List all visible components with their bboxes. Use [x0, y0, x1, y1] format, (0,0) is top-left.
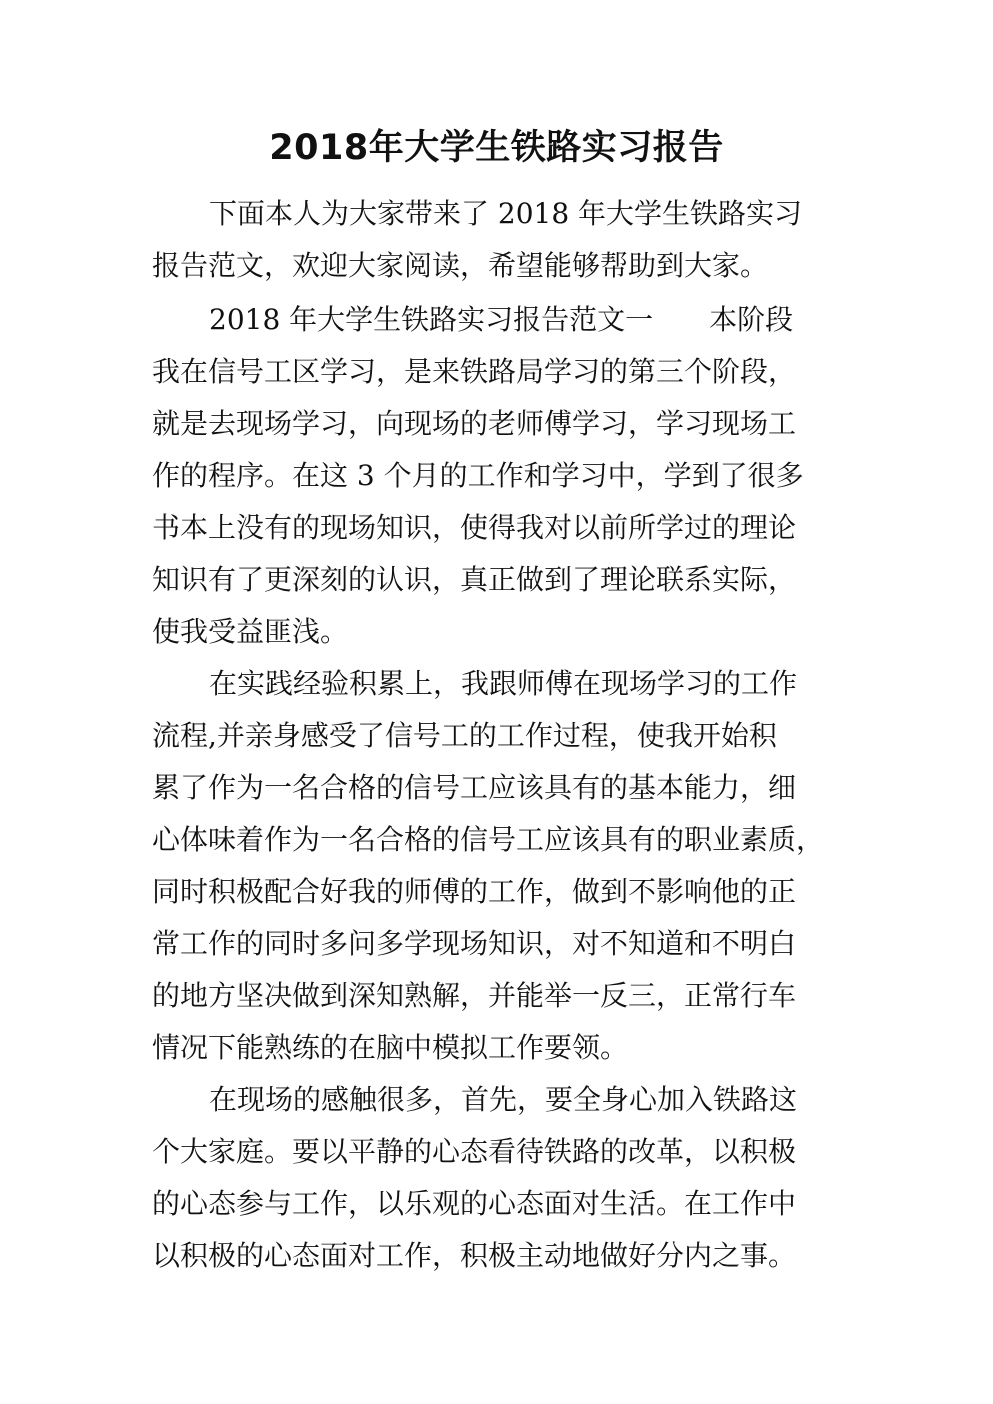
text-line: 的心态参与工作，以乐观的心态面对生活。在工作中: [152, 1187, 797, 1220]
text-line: 我在信号工区学习，是来铁路局学习的第三个阶段，: [152, 355, 797, 388]
text-line: 的地方坚决做到深知熟解，并能举一反三，正常行车: [152, 979, 797, 1012]
text-line: 就是去现场学习，向现场的老师傅学习，学习现场工: [152, 407, 797, 440]
text-line: 同时积极配合好我的师傅的工作，做到不影响他的正: [152, 875, 797, 908]
document-title: 2018年大学生铁路实习报告: [269, 128, 724, 168]
text-line: 个大家庭。要以平静的心态看待铁路的改革，以积极: [152, 1135, 797, 1168]
text-line: 知识有了更深刻的认识，真正做到了理论联系实际，: [152, 563, 797, 596]
text-line: 流程,并亲身感受了信号工的工作过程，使我开始积: [152, 719, 777, 752]
text-line: 报告范文，欢迎大家阅读，希望能够帮助到大家。: [152, 249, 769, 282]
text-line: 书本上没有的现场知识，使得我对以前所学过的理论: [152, 511, 797, 544]
text-line: 作的程序。在这 3 个月的工作和学习中，学到了很多: [152, 459, 804, 492]
text-line: 心体味着作为一名合格的信号工应该具有的职业素质，: [152, 823, 825, 856]
text-line: 使我受益匪浅。: [152, 615, 349, 648]
text-line: 2018 年大学生铁路实习报告范文一 本阶段: [209, 303, 794, 336]
text-line: 下面本人为大家带来了 2018 年大学生铁路实习: [209, 197, 803, 230]
text-line: 以积极的心态面对工作，积极主动地做好分内之事。: [152, 1239, 797, 1272]
text-line: 累了作为一名合格的信号工应该具有的基本能力，细: [152, 771, 797, 804]
text-line: 在现场的感触很多，首先，要全身心加入铁路这: [209, 1083, 798, 1116]
text-line: 情况下能熟练的在脑中模拟工作要领。: [152, 1031, 629, 1064]
text-line: 常工作的同时多问多学现场知识，对不知道和不明白: [152, 927, 797, 960]
text-line: 在实践经验积累上，我跟师傅在现场学习的工作: [209, 667, 798, 700]
